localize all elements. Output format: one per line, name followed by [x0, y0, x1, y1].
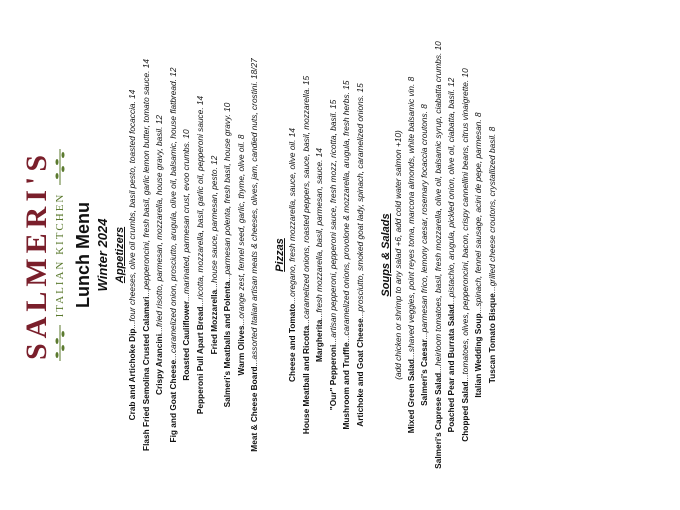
menu-item-name: Flash Fried Semolina Crusted Calamari: [140, 296, 151, 451]
menu-item-description: ...fried risotto, parmesan, mozzarella, house gravy, basil. 12: [154, 115, 165, 334]
menu-item-name: Salmeri's Meatballs and Polenta: [222, 281, 233, 408]
menu-item: [180, 15, 194, 495]
menu-item-description: ...assorted Italian artisan meats & cheeses, olives, jam, candied nuts, crostini. 18/27: [249, 58, 260, 367]
menu-item-description: ...heirloom tomatoes, basil, fresh mozzarella, olive oil, balsamic syrup, ciabatta crumbs. 10: [432, 41, 443, 373]
menu-item-description: ...prosciutto, smoked goat lady, spinach, caramelized onions. 15: [354, 83, 365, 319]
menu-item-name: Warm Olives: [235, 325, 246, 376]
appetizers-list: [126, 15, 262, 495]
menu-item: [459, 15, 473, 495]
menu-item-description: ...caramelized onions, provolone & mozzarella, arugula, fresh herbs. 15: [341, 80, 352, 343]
menu-item-name: Cheese and Tomato: [286, 303, 297, 382]
menu-item: [235, 15, 249, 495]
menu-item-description: ...spinach, fennel sausage, acini de pepe, parmesan. 8: [473, 112, 484, 314]
menu-item-name: House Meatball and Ricotta: [300, 325, 311, 435]
menu-item-name: Fried Mozzarella: [208, 289, 219, 355]
menu-item: [327, 15, 341, 495]
menu-item-name: Italian Wedding Soup: [473, 313, 484, 398]
menu-item: [300, 15, 314, 495]
menu-item: [418, 15, 432, 495]
menu-item: [208, 15, 222, 495]
menu-item: [405, 15, 419, 495]
menu-item-name: Mushroom and Truffle: [341, 342, 352, 430]
menu-item-description: ...orange zest, fennel seed, garlic, thyme, olive oil. 8: [235, 134, 246, 326]
olive-branch-left-icon: [53, 323, 67, 363]
menu-item-name: Crispy Arancini: [154, 333, 165, 395]
menu-item: [194, 15, 208, 495]
brand-subtitle-row: [53, 15, 67, 495]
menu-page: [15, 15, 665, 495]
menu-item-name: Mixed Green Salad: [405, 359, 416, 434]
menu-item: [472, 15, 486, 495]
menu-item-name: Margherita: [314, 319, 325, 362]
brand-logo: [21, 15, 67, 495]
menu-item-description: ...parmesan frico, lemony caesar, rosemary focaccia croutons. 8: [419, 104, 430, 340]
menu-item-name: Salmeri's Caesar: [419, 339, 430, 406]
menu-item: [354, 15, 368, 495]
menu-item-description: ...house sauce, parmesan, pesto. 12: [208, 155, 219, 290]
menu-item-description: ...caramelized onion, prosciutto, arugula, olive oil, balsamic, house flatbread. 12: [167, 67, 178, 360]
menu-item: [153, 15, 167, 495]
menu-item-name: Meat & Cheese Board: [249, 366, 260, 452]
menu-item-description: ...pepperoncini, fresh basil, garlic lemon butter, tomato sauce. 14: [140, 59, 151, 297]
menu-item: [286, 15, 300, 495]
menu-item: [248, 15, 262, 495]
menu-item: [140, 15, 154, 495]
pizzas-list: [286, 15, 368, 495]
menu-item: [445, 15, 459, 495]
menu-item-description: ...ricotta, mozzarella, basil, garlic oil, pepperoni sauce. 14: [194, 95, 205, 307]
menu-item: [313, 15, 327, 495]
menu-season: Winter 2024: [95, 218, 110, 292]
menu-item-name: Salmeri's Caprese Salad: [432, 372, 443, 469]
menu-item-description: ...marinated, parmesan crust, evoo crumbs. 10: [181, 129, 192, 301]
menu-title: Lunch Menu: [73, 202, 93, 308]
menu-item: [432, 15, 446, 495]
menu-item-description: ...four cheeses, olive oil crumbs, basil pesto, toasted focaccia. 14: [127, 89, 137, 329]
menu-item-description: ...tomatoes, olives, pepperoncini, bacon, crispy cannellini beans, citrus vinaigrette. 10: [459, 68, 470, 382]
menu-item-name: Fig and Goat Cheese: [167, 359, 178, 443]
appetizers-heading: Appetizers: [114, 226, 126, 284]
soups-salads-list: [405, 15, 500, 495]
brand-subtitle: ITALIAN KITCHEN: [54, 192, 66, 318]
menu-item-description: ...caramelized onions, roasted peppers, sauce, basil, mozzarella. 15: [300, 75, 311, 326]
pizzas-heading: Pizzas: [273, 238, 286, 272]
soups-salads-note: (add chicken or shrimp to any salad +6, add cold water salmon +10): [392, 130, 403, 380]
menu-item-description: ...fresh mozzarella, basil, parmesan, sauce. 14: [314, 148, 325, 320]
menu-item: [126, 15, 140, 495]
menu-item-description: ...grilled cheese croutons, crystallized basil. 8: [487, 126, 498, 294]
menu-item-description: ...shaved veggies, point reyes toma, marcona almonds, white balsamic vin. 8: [405, 76, 416, 359]
menu-item-name: Artichoke and Goat Cheese: [354, 318, 365, 427]
menu-item-name: Crab and Artichoke Dip: [127, 328, 137, 421]
menu-item: [221, 15, 235, 495]
menu-item-description: ...oregano, fresh mozzarella, sauce, olive oil. 14: [286, 128, 297, 304]
menu-item-name: Poached Pear and Burrata Salad: [446, 304, 457, 433]
menu-item: [340, 15, 354, 495]
menu-item-name: Chopped Salad: [459, 381, 470, 442]
menu-item-name: "Our" Pepperoni: [327, 344, 338, 411]
olive-branch-right-icon: [53, 147, 67, 187]
soups-salads-heading: Soups & Salads: [379, 213, 392, 297]
menu-item: [167, 15, 181, 495]
menu-item-name: Roasted Cauliflower: [181, 300, 192, 381]
menu-item-description: ...pistachio, arugula, pickled onion, olive oil, ciabatta, basil. 12: [446, 77, 457, 305]
menu-item: [486, 15, 500, 495]
brand-name: SALMERI'S: [20, 149, 53, 361]
menu-item-name: Tuscan Tomato Bisque: [487, 293, 498, 384]
menu-item-description: ...artisan pepperoni, pepperoni sauce, fresh mozz, ricotta, basil. 15: [327, 99, 338, 345]
menu-item-name: Pepperoni Pull Apart Bread: [194, 306, 205, 415]
menu-item-description: ...parmesan polenta, fresh basil, house gravy. 10: [222, 102, 233, 282]
